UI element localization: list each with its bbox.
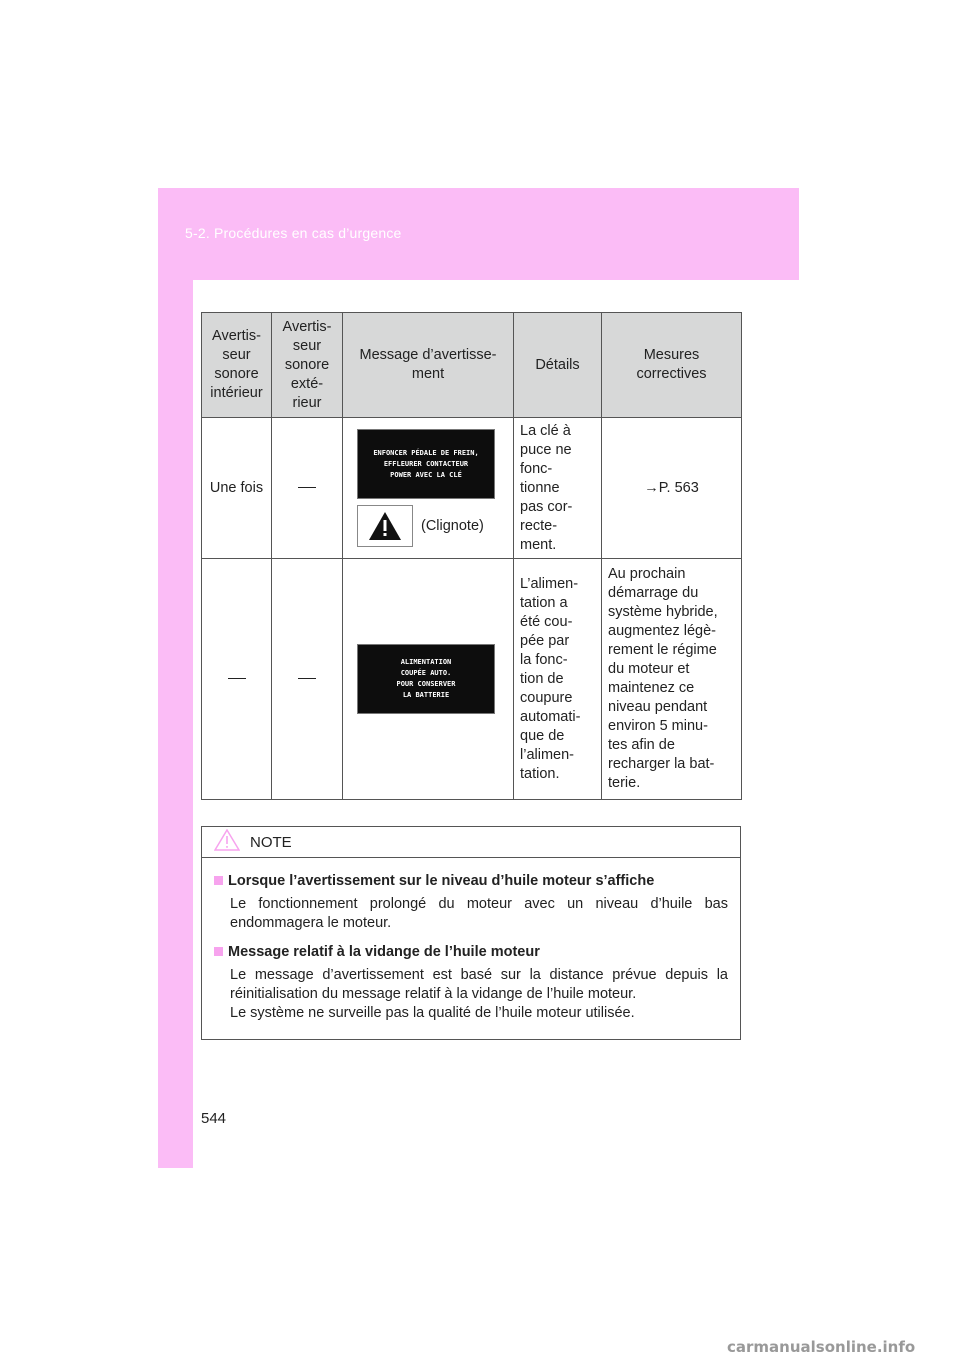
dash-mark	[228, 678, 246, 679]
col-header-measures: Mesures correctives	[602, 313, 742, 418]
cell-details: La clé à puce ne fonc- tionne pas cor- recte- ment.	[514, 418, 602, 559]
cell-details: L’alimen- tation a été cou- pée par la fonc- tion de coupure automati- que de l’alimen- tation.	[514, 559, 602, 800]
dash-mark	[298, 678, 316, 679]
caution-triangle-icon	[214, 829, 240, 856]
cell-interior: Une fois	[202, 418, 272, 559]
col-header-message: Message d’avertisse- ment	[343, 313, 514, 418]
cell-interior	[202, 559, 272, 800]
cell-exterior	[272, 418, 343, 559]
display-line: EFFLEURER CONTACTEUR	[383, 459, 469, 468]
col-header-exterior: Avertis- seur sonore exté- rieur	[272, 313, 343, 418]
section-title: 5-2. Procédures en cas d’urgence	[185, 225, 402, 241]
display-line: COUPÉE AUTO.	[400, 669, 452, 677]
col-header-interior: Avertis- seur sonore intérieur	[202, 313, 272, 418]
table-header-row	[202, 313, 742, 418]
note-heading: Lorsque l’avertissement sur le niveau d’huile moteur s’affiche	[214, 872, 728, 891]
side-band	[158, 280, 193, 1168]
display-message-image	[357, 644, 495, 714]
cell-measures: →P. 563	[602, 418, 742, 559]
note-text: Le message d’avertissement est basé sur la distance prévue depuis la réinitialisation du message relatif à la vidange de l’huile moteur.	[230, 967, 728, 1002]
note-header	[202, 827, 740, 858]
watermark: carmanualsonline.info	[727, 1338, 916, 1356]
note-text: Le fonctionnement prolongé du moteur avec un niveau d’huile bas endommagera le moteur.	[230, 896, 728, 931]
note-text: Le système ne surveille pas la qualité de l’huile moteur utilisée.	[230, 1005, 635, 1021]
flash-label: (Clignote)	[421, 517, 484, 534]
cell-message	[343, 418, 514, 559]
note-title: NOTE	[250, 833, 292, 851]
display-line: POWER AVEC LA CLÉ	[390, 470, 462, 479]
display-line: LA BATTERIE	[402, 691, 450, 699]
display-line: POUR CONSERVER	[396, 680, 456, 688]
display-line: ALIMENTATION	[400, 658, 452, 666]
cell-message	[343, 559, 514, 800]
dash-mark	[298, 487, 316, 488]
table-row	[202, 418, 742, 559]
display-message-image	[357, 429, 495, 499]
warning-table	[201, 312, 742, 800]
warning-triangle-icon	[357, 505, 413, 547]
table-row	[202, 559, 742, 800]
cell-exterior	[272, 559, 343, 800]
display-line: ENFONCER PÉDALE DE FREIN,	[373, 448, 479, 457]
note-heading: Message relatif à la vidange de l’huile moteur	[214, 943, 728, 962]
col-header-details: Détails	[514, 313, 602, 418]
bullet-square-icon	[214, 947, 223, 956]
note-box	[201, 826, 741, 1040]
cell-measures: Au prochain démarrage du système hybride, augmentez légè- rement le régime du moteur et maintenez ce niveau pendant environ 5 minu- tes afin de recharger la bat- terie.	[602, 559, 742, 800]
bullet-square-icon	[214, 876, 223, 885]
page-number: 544	[201, 1110, 227, 1127]
